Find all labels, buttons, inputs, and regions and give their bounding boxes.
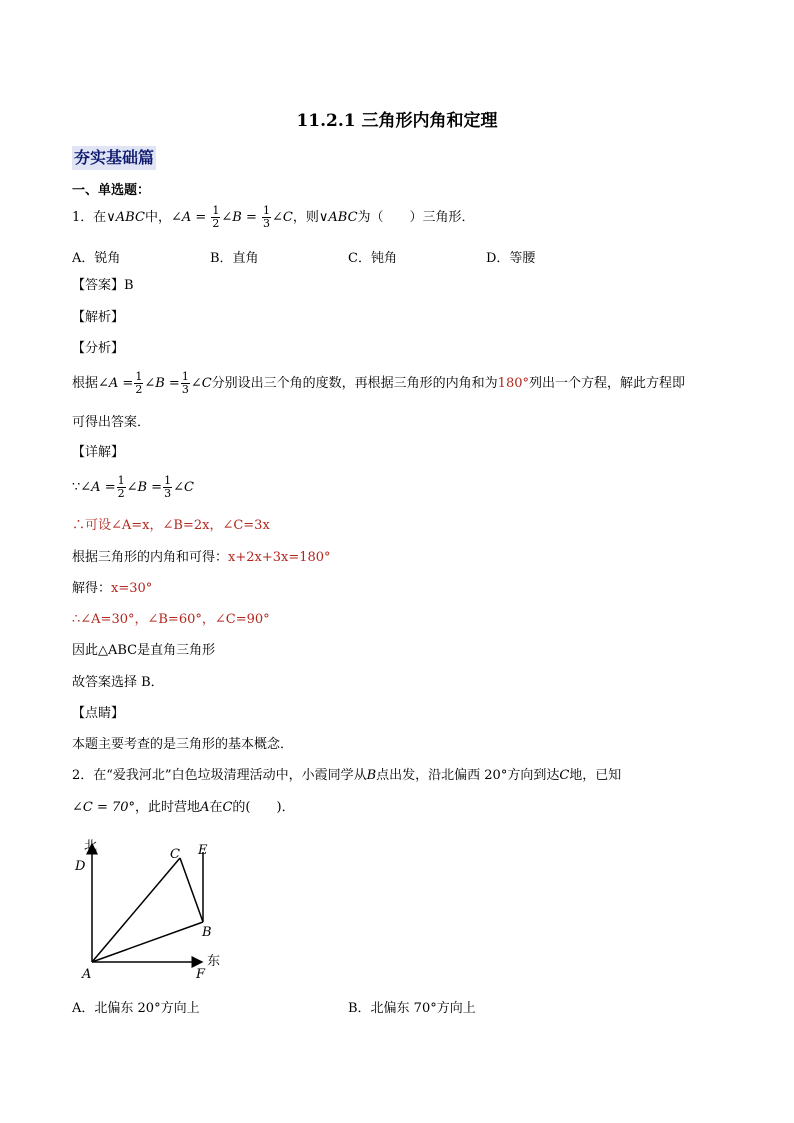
part-heading: 一、单选题：	[72, 183, 151, 198]
dianjing-label: 【点睛】	[72, 706, 125, 721]
label-c: C	[170, 847, 180, 862]
label-east: 东	[207, 954, 221, 969]
label-d: D	[75, 859, 86, 874]
step-2: 根据三角形的内角和可得：x+2x+3x=180°	[72, 550, 331, 565]
direction-figure	[70, 832, 240, 982]
q1-option-b: B．直角	[210, 251, 259, 266]
because-line: ∵∠A = $\frac{1}{2}$ ∠B = $\frac{1}{3}$ ∠C	[72, 474, 194, 500]
q1-option-d: D．等腰	[486, 251, 536, 266]
xiangjie-label: 【详解】	[72, 445, 125, 460]
label-f: F	[196, 967, 206, 982]
section-heading: 夯实基础篇	[72, 146, 156, 170]
q1-triangle: ∨ABC	[106, 210, 145, 225]
step-4: ∴∠A=30°，∠B=60°，∠C=90°	[72, 612, 270, 627]
dianjing-text: 本题主要考查的是三角形的基本概念．	[72, 737, 294, 752]
question-1: 1．在∨ABC中，∠A = $\frac{1}{2}$ ∠B = $\frac{1}{3}$ ∠C，则∨ABC为（ ）三角形．	[72, 204, 475, 230]
fraction-half: $\frac{1}{2}$	[212, 204, 220, 230]
step-5: 因此△ABC是直角三角形	[72, 643, 216, 658]
label-north: 北	[84, 839, 98, 854]
question-2-line-1: 2．在“爱我河北”白色垃圾清理活动中，小霞同学从B点出发，沿北偏西 20°方向到达C地，已知	[72, 768, 622, 783]
label-b: B	[202, 925, 212, 940]
fenxi-text-1: 根据∠A = $\frac{1}{2}$ ∠B = $\frac{1}{3}$ ∠C分别设出三个角的度数，再根据三角形的内角和为180°列出一个方程，解此方程即	[72, 370, 686, 396]
q2-option-b: B．北偏东 70°方向上	[348, 1001, 476, 1016]
q2-option-a: A．北偏东 20°方向上	[72, 1001, 200, 1016]
segment-cb	[180, 858, 203, 922]
q1-option-c: C．钝角	[348, 251, 397, 266]
jiexi-label: 【解析】	[72, 310, 125, 325]
fenxi-text-2: 可得出答案．	[72, 415, 151, 430]
step-3: 解得：x=30°	[72, 581, 153, 596]
page-title: 11.2.1 三角形内角和定理	[296, 111, 498, 131]
q1-number: 1．在	[72, 210, 107, 225]
q1-option-a: A．锐角	[72, 251, 121, 266]
answer-label: 【答案】B	[72, 278, 134, 293]
step-6: 故答案选择 B．	[72, 675, 164, 690]
label-a: A	[82, 967, 92, 982]
fraction-third: $\frac{1}{3}$	[263, 204, 271, 230]
step-1: ∴可设∠A=x，∠B=2x，∠C=3x	[72, 518, 270, 533]
question-2-line-2: ∠C = 70°，此时营地A在C的( )．	[72, 800, 295, 815]
fenxi-label: 【分析】	[72, 341, 125, 356]
label-e: E	[198, 843, 208, 858]
